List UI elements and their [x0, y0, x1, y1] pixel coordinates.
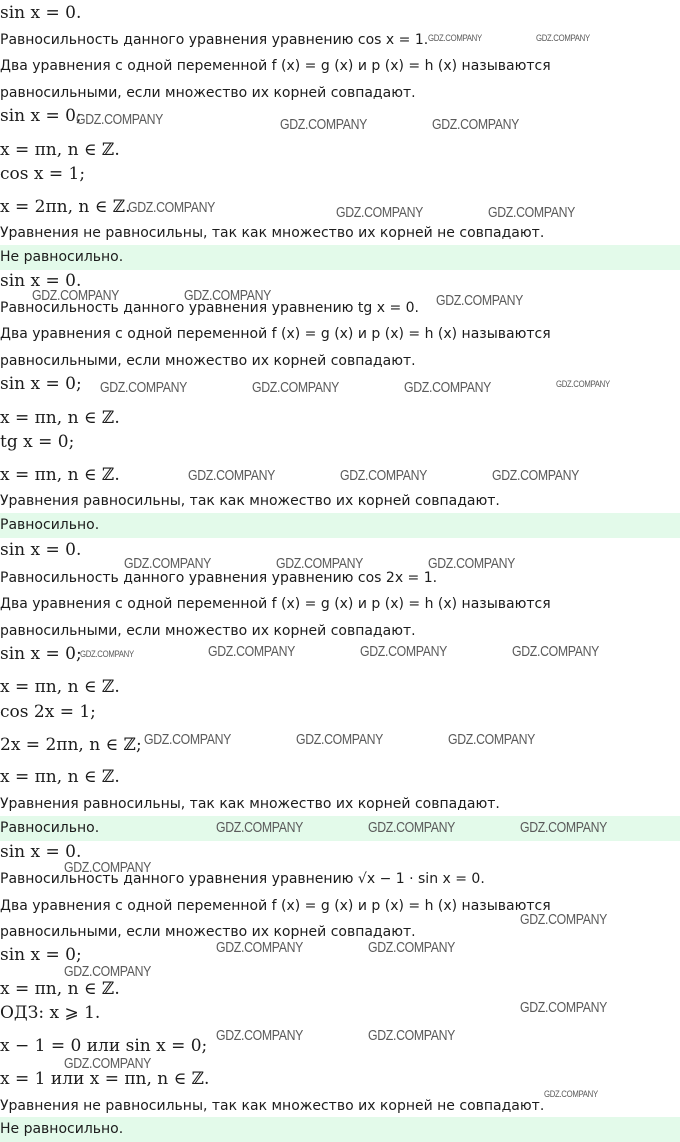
watermark: GDZ.COMPANY	[276, 555, 364, 572]
watermark: GDZ.COMPANY	[208, 643, 296, 660]
watermark: GDZ.COMPANY	[336, 204, 424, 221]
watermark: GDZ.COMPANY	[252, 379, 340, 396]
solution-step: cos 2x = 1;	[0, 702, 96, 722]
equivalence-question: Равносильность данного уравнения уравнению cos x = 1.	[0, 32, 429, 48]
watermark: GDZ.COMPANY	[520, 999, 608, 1016]
watermark: GDZ.COMPANY	[520, 819, 608, 836]
watermark: GDZ.COMPANY	[124, 555, 212, 572]
watermark: GDZ.COMPANY	[144, 731, 232, 748]
definition-line: Два уравнения с одной переменной f (x) = g (x) и p (x) = h (x) называются	[0, 596, 551, 612]
solution-step: x = 1 или x = πn, n ∈ ℤ.	[0, 1069, 210, 1089]
equivalence-question: Равносильность данного уравнения уравнению tg x = 0.	[0, 300, 420, 316]
watermark: GDZ.COMPANY	[428, 33, 482, 44]
watermark: GDZ.COMPANY	[428, 555, 516, 572]
watermark: GDZ.COMPANY	[520, 911, 608, 928]
watermark: GDZ.COMPANY	[512, 643, 600, 660]
solution-step: x = πn, n ∈ ℤ.	[0, 677, 120, 697]
watermark: GDZ.COMPANY	[32, 287, 120, 304]
solution-step: tg x = 0;	[0, 432, 75, 452]
solution-step: x = πn, n ∈ ℤ.	[0, 767, 120, 787]
solution-step: cos x = 1;	[0, 164, 86, 184]
verdict-text: Не равносильно.	[0, 249, 124, 265]
solution-step: x = πn, n ∈ ℤ.	[0, 979, 120, 999]
conclusion-text: Уравнения равносильны, так как множество их корней совпадают.	[0, 796, 500, 812]
solution-step: ОДЗ: x ⩾ 1.	[0, 1003, 101, 1023]
watermark: GDZ.COMPANY	[64, 963, 152, 980]
solution-step: x − 1 = 0 или sin x = 0;	[0, 1036, 208, 1056]
solution-step: 2x = 2πn, n ∈ ℤ;	[0, 735, 142, 755]
watermark: GDZ.COMPANY	[368, 1027, 456, 1044]
solution-step: sin x = 0;	[0, 945, 82, 965]
watermark: GDZ.COMPANY	[368, 819, 456, 836]
conclusion-text: Уравнения не равносильны, так как множество их корней не совпадают.	[0, 1098, 545, 1114]
watermark: GDZ.COMPANY	[76, 111, 164, 128]
solution-step: sin x = 0;	[0, 644, 82, 664]
watermark: GDZ.COMPANY	[360, 643, 448, 660]
definition-line: равносильными, если множество их корней совпадают.	[0, 353, 416, 369]
definition-line: равносильными, если множество их корней совпадают.	[0, 924, 416, 940]
equation-line: sin x = 0.	[0, 3, 82, 23]
watermark: GDZ.COMPANY	[100, 379, 188, 396]
solution-step: x = 2πn, n ∈ ℤ.	[0, 197, 131, 217]
solution-step: x = πn, n ∈ ℤ.	[0, 465, 120, 485]
verdict-text: Равносильно.	[0, 517, 100, 533]
equation-line: sin x = 0.	[0, 842, 82, 862]
watermark: GDZ.COMPANY	[80, 649, 134, 660]
solution-step: x = πn, n ∈ ℤ.	[0, 140, 120, 160]
verdict-band	[0, 245, 680, 270]
watermark: GDZ.COMPANY	[128, 199, 216, 216]
watermark: GDZ.COMPANY	[436, 292, 524, 309]
equivalence-question: Равносильность данного уравнения уравнению √x − 1 · sin x = 0.	[0, 871, 485, 887]
verdict-band	[0, 513, 680, 538]
watermark: GDZ.COMPANY	[368, 939, 456, 956]
watermark: GDZ.COMPANY	[280, 116, 368, 133]
equivalence-question: Равносильность данного уравнения уравнению cos 2x = 1.	[0, 570, 438, 586]
conclusion-text: Уравнения равносильны, так как множество их корней совпадают.	[0, 493, 500, 509]
watermark: GDZ.COMPANY	[488, 204, 576, 221]
watermark: GDZ.COMPANY	[340, 467, 428, 484]
watermark: GDZ.COMPANY	[296, 731, 384, 748]
watermark: GDZ.COMPANY	[544, 1089, 598, 1100]
solution-step: x = πn, n ∈ ℤ.	[0, 408, 120, 428]
verdict-text: Равносильно.	[0, 820, 100, 836]
verdict-text: Не равносильно.	[0, 1121, 124, 1137]
definition-line: Два уравнения с одной переменной f (x) = g (x) и p (x) = h (x) называются	[0, 898, 551, 914]
watermark: GDZ.COMPANY	[404, 379, 492, 396]
equation-line: sin x = 0.	[0, 271, 82, 291]
watermark: GDZ.COMPANY	[556, 379, 610, 390]
equation-line: sin x = 0.	[0, 540, 82, 560]
verdict-band	[0, 1117, 680, 1142]
conclusion-text: Уравнения не равносильны, так как множество их корней не совпадают.	[0, 225, 545, 241]
watermark: GDZ.COMPANY	[216, 819, 304, 836]
watermark: GDZ.COMPANY	[184, 287, 272, 304]
watermark: GDZ.COMPANY	[216, 939, 304, 956]
watermark: GDZ.COMPANY	[64, 859, 152, 876]
watermark: GDZ.COMPANY	[432, 116, 520, 133]
watermark: GDZ.COMPANY	[188, 467, 276, 484]
solution-step: sin x = 0;	[0, 106, 82, 126]
watermark: GDZ.COMPANY	[448, 731, 536, 748]
watermark: GDZ.COMPANY	[492, 467, 580, 484]
solution-step: sin x = 0;	[0, 374, 82, 394]
watermark: GDZ.COMPANY	[536, 33, 590, 44]
definition-line: равносильными, если множество их корней совпадают.	[0, 85, 416, 101]
definition-line: равносильными, если множество их корней совпадают.	[0, 623, 416, 639]
definition-line: Два уравнения с одной переменной f (x) = g (x) и p (x) = h (x) называются	[0, 58, 551, 74]
watermark: GDZ.COMPANY	[64, 1055, 152, 1072]
watermark: GDZ.COMPANY	[216, 1027, 304, 1044]
definition-line: Два уравнения с одной переменной f (x) = g (x) и p (x) = h (x) называются	[0, 326, 551, 342]
